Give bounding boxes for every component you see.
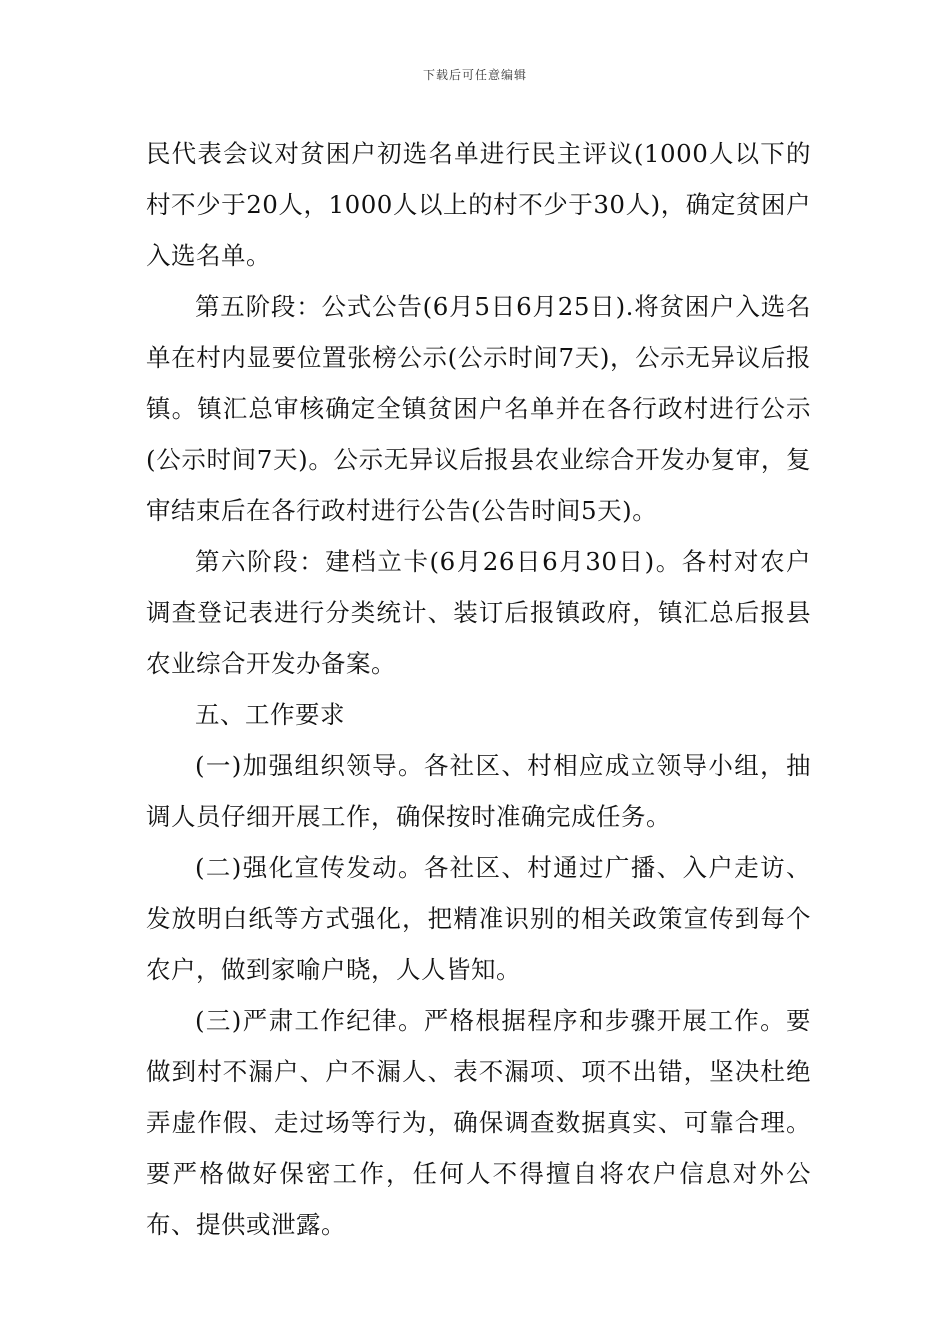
paragraph-1: 民代表会议对贫困户初选名单进行民主评议(1000人以下的村不少于20人，1000人以上的村不少于30人)，确定贫困户入选名单。 (146, 139, 811, 270)
document-body (146, 128, 811, 1250)
section-heading: 五、工作要求 (195, 700, 345, 729)
paragraph-6: (三)严肃工作纪律。严格根据程序和步骤开展工作。要做到村不漏户、户不漏人、表不漏项、项不出错，坚决杜绝弄虚作假、走过场等行为，确保调查数据真实、可靠合理。要严格做好保密工作，任何人不得擅自将农户信息对外公布、提供或泄露。 (146, 1006, 811, 1239)
paragraph-5: (二)强化宣传发动。各社区、村通过广播、入户走访、发放明白纸等方式强化，把精准识别的相关政策宣传到每个农户，做到家喻户晓，人人皆知。 (146, 853, 811, 984)
paragraph-4: (一)加强组织领导。各社区、村相应成立领导小组，抽调人员仔细开展工作，确保按时准确完成任务。 (146, 751, 811, 831)
paragraph-3: 第六阶段：建档立卡(6月26日6月30日)。各村对农户调查登记表进行分类统计、装订后报镇政府，镇汇总后报县农业综合开发办备案。 (146, 547, 811, 678)
paragraph-2: 第五阶段：公式公告(6月5日6月25日).将贫困户入选名单在村内显要位置张榜公示(公示时间7天)，公示无异议后报镇。镇汇总审核确定全镇贫困户名单并在各行政村进行公示(公示时间7天)。公示无异议后报县农业综合开发办复审，复审结束后在各行政村进行公告(公告时间5天)。 (146, 292, 811, 525)
page-header: 下载后可任意编辑 (422, 68, 527, 82)
